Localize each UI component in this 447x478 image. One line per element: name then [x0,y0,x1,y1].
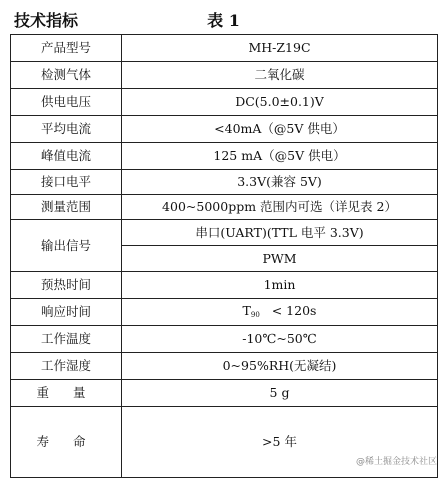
response-symbol: T [242,303,251,319]
page-header [0,0,447,34]
row-value: 1min [122,272,438,299]
table-row [11,220,438,246]
row-value: 串口(UART)(TTL 电平 3.3V) [122,220,438,246]
row-label: 工作湿度 [11,353,122,380]
row-value: -10℃~50℃ [122,326,438,353]
row-label: 重 量 [11,380,122,407]
table-row [11,195,438,220]
table-row [11,62,438,89]
row-value: 5 g [122,380,438,407]
row-value: <40mA（@5V 供电） [122,116,438,143]
table-title: 表 1 [207,11,240,30]
table-row [11,116,438,143]
row-label: 输出信号 [11,220,122,272]
row-label: 产品型号 [11,35,122,62]
row-label: 测量范围 [11,195,122,220]
row-label: 检测气体 [11,62,122,89]
row-label: 供电电压 [11,89,122,116]
watermark: @稀土掘金技术社区 [355,457,437,467]
row-label: 寿 命 [11,407,122,478]
row-value: 0~95%RH(无凝结) [122,353,438,380]
section-title: 技术指标 [14,11,79,30]
table-row [11,353,438,380]
spec-table [10,34,438,478]
table-row [11,35,438,62]
row-value [122,299,438,326]
row-label: 预热时间 [11,272,122,299]
row-value: DC(5.0±0.1)V [122,89,438,116]
table-row [11,89,438,116]
table-row [11,170,438,195]
table-row [11,272,438,299]
row-label: 响应时间 [11,299,122,326]
row-label: 峰值电流 [11,143,122,170]
row-label: 平均电流 [11,116,122,143]
table-row [11,143,438,170]
table-row [11,380,438,407]
response-value: < 120s [271,303,317,319]
row-value: MH-Z19C [122,35,438,62]
response-subscript: 90 [250,311,260,320]
row-value: 二氧化碳 [122,62,438,89]
table-row [11,299,438,326]
table-row [11,326,438,353]
row-value: 125 mA（@5V 供电） [122,143,438,170]
row-label: 工作温度 [11,326,122,353]
row-value: >5 年 [122,407,438,478]
row-label: 接口电平 [11,170,122,195]
row-value: 3.3V(兼容 5V) [122,170,438,195]
row-value: 400~5000ppm 范围内可选（详见表 2） [122,195,438,220]
row-value-2: PWM [122,246,438,272]
